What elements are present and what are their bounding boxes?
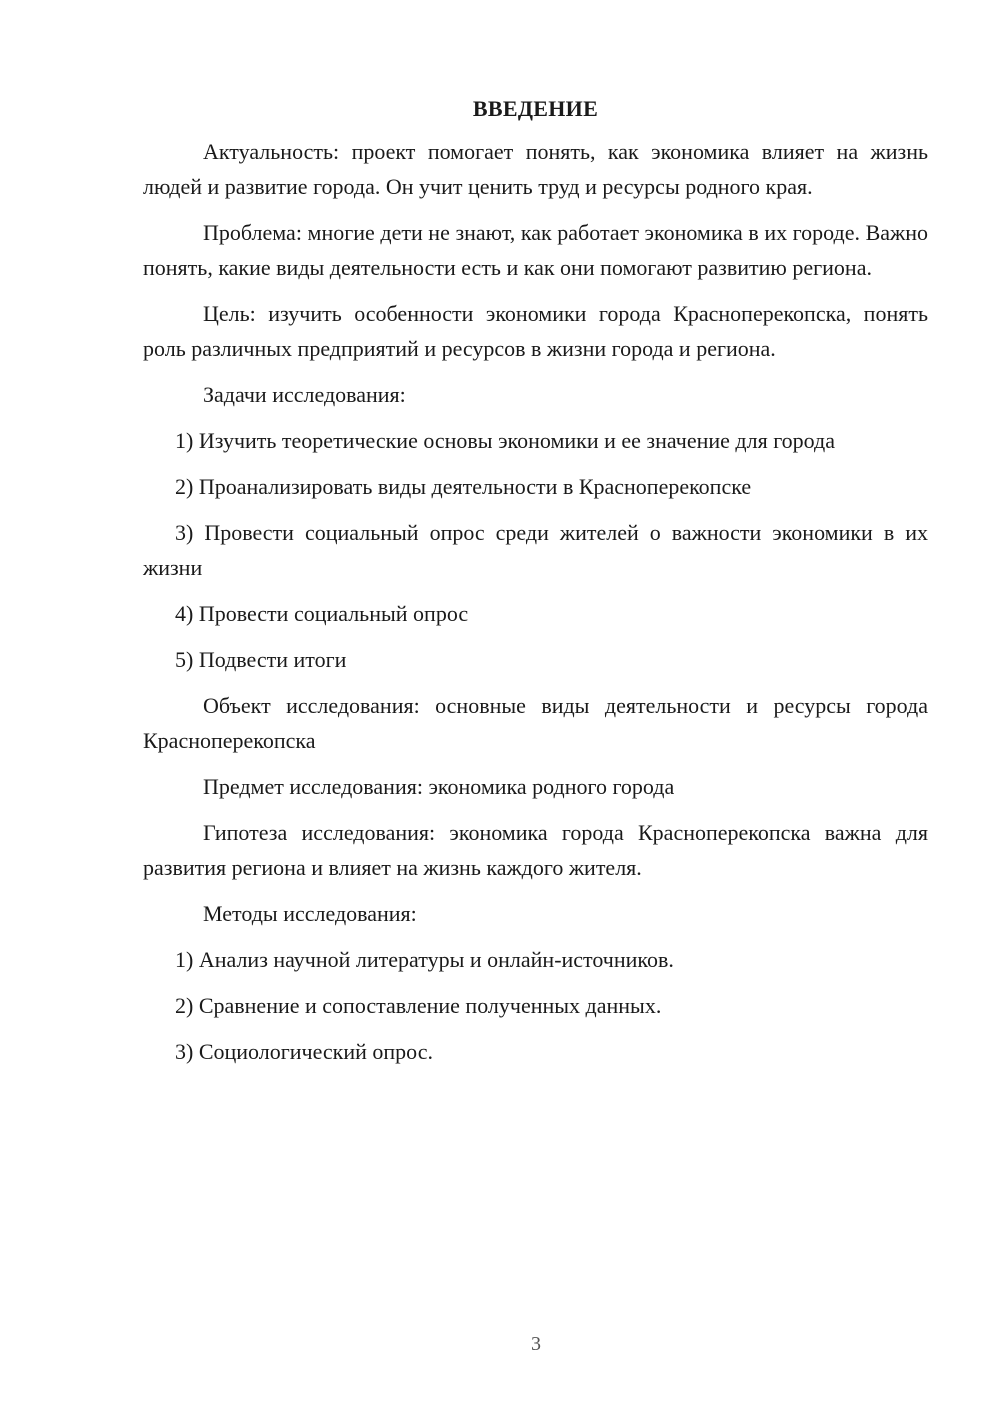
task-item: 2) Проанализировать виды деятельности в Красноперекопске [175, 474, 752, 499]
method-item: 1) Анализ научной литературы и онлайн-источников. [175, 947, 674, 972]
object-paragraph: Объект исследования: основные виды деятельности и ресурсы города Красноперекопска [143, 693, 928, 753]
task-item: 5) Подвести итоги [175, 647, 347, 672]
method-item: 3) Социологический опрос. [175, 1039, 433, 1064]
document-page [143, 92, 928, 1080]
section-title: ВВЕДЕНИЕ [472, 96, 599, 121]
page-number: 3 [531, 1333, 541, 1355]
task-item: 1) Изучить теоретические основы экономики и ее значение для города [175, 428, 835, 453]
subject-paragraph: Предмет исследования: экономика родного города [203, 774, 675, 799]
relevance-paragraph: Актуальность: проект помогает понять, как экономика влияет на жизнь людей и развитие города. Он учит ценить труд и ресурсы родного края. [143, 139, 928, 199]
tasks-heading: Задачи исследования: [203, 382, 406, 407]
task-item: 3) Провести социальный опрос среди жителей о важности экономики в их жизни [143, 520, 928, 580]
methods-heading: Методы исследования: [203, 901, 417, 926]
hypothesis-paragraph: Гипотеза исследования: экономика города Красноперекопска важна для развития региона и влияет на жизнь каждого жителя. [143, 820, 928, 880]
problem-paragraph: Проблема: многие дети не знают, как работает экономика в их городе. Важно понять, какие виды деятельности есть и как они помогают развитию региона. [143, 220, 928, 280]
goal-paragraph: Цель: изучить особенности экономики города Красноперекопска, понять роль различных предприятий и ресурсов в жизни города и региона. [143, 301, 928, 361]
task-item: 4) Провести социальный опрос [175, 601, 469, 626]
method-item: 2) Сравнение и сопоставление полученных данных. [175, 993, 662, 1018]
